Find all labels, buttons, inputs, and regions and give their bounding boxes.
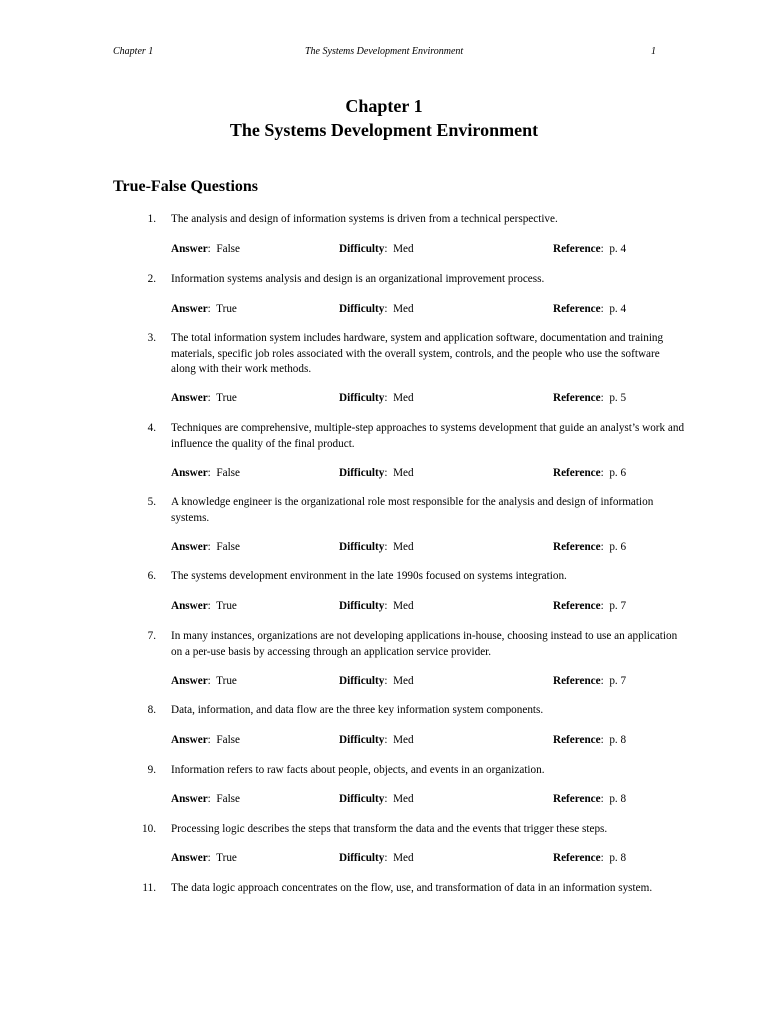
answer-separator: : <box>207 600 217 612</box>
difficulty-value: Med <box>393 467 414 479</box>
difficulty-value: Med <box>393 243 414 255</box>
difficulty-value: Med <box>393 541 414 553</box>
difficulty-field <box>339 851 414 867</box>
answer-value: False <box>216 734 240 746</box>
difficulty-field <box>339 391 414 407</box>
question-meta-row <box>0 733 768 749</box>
answer-separator: : <box>207 734 217 746</box>
difficulty-separator: : <box>384 852 394 864</box>
answer-value: True <box>216 852 237 864</box>
answer-field <box>171 540 240 556</box>
reference-separator: : <box>600 734 610 746</box>
answer-separator: : <box>207 243 217 255</box>
question-text: The total information system includes hardware, system and application software, documentation and training materials, specific job roles associated with the overall system, controls, and the people who use the software along with their work methods. <box>171 332 664 375</box>
reference-value: p. 8 <box>609 734 627 746</box>
difficulty-separator: : <box>384 541 394 553</box>
answer-field <box>171 302 237 318</box>
answer-value: False <box>216 467 240 479</box>
difficulty-label: Difficulty <box>339 467 385 479</box>
question-number: 10. <box>142 823 156 835</box>
reference-label: Reference <box>553 600 601 612</box>
question-text: Data, information, and data flow are the three key information system components. <box>171 704 544 716</box>
question-text: In many instances, organizations are not developing applications in-house, choosing instead to use an application on a per-use basis by accessing through an application service provider. <box>171 630 678 658</box>
question-number: 5. <box>147 496 156 508</box>
header-title: The Systems Development Environment <box>305 46 464 57</box>
reference-separator: : <box>600 852 610 864</box>
answer-label: Answer <box>171 303 208 315</box>
reference-value: p. 5 <box>609 392 627 404</box>
answer-value: False <box>216 541 240 553</box>
difficulty-value: Med <box>393 303 414 315</box>
reference-label: Reference <box>553 303 601 315</box>
difficulty-label: Difficulty <box>339 392 385 404</box>
question-meta-row <box>0 599 768 615</box>
reference-label: Reference <box>553 467 601 479</box>
reference-label: Reference <box>553 541 601 553</box>
question-meta-row <box>0 792 768 808</box>
difficulty-field <box>339 466 414 482</box>
answer-label: Answer <box>171 392 208 404</box>
question-number: 6. <box>147 570 156 582</box>
reference-field <box>553 599 626 615</box>
question-meta-row <box>0 851 768 867</box>
answer-separator: : <box>207 793 217 805</box>
difficulty-separator: : <box>384 392 394 404</box>
answer-field <box>171 674 237 690</box>
reference-separator: : <box>600 541 610 553</box>
question-number: 2. <box>147 273 156 285</box>
question-number: 3. <box>147 332 156 344</box>
section-heading: True-False Questions <box>113 178 259 195</box>
answer-label: Answer <box>171 793 208 805</box>
answer-separator: : <box>207 303 217 315</box>
difficulty-label: Difficulty <box>339 600 385 612</box>
reference-field <box>553 302 626 318</box>
question-meta-row <box>0 242 768 258</box>
difficulty-field <box>339 599 414 615</box>
answer-field <box>171 599 237 615</box>
difficulty-value: Med <box>393 734 414 746</box>
answer-label: Answer <box>171 541 208 553</box>
reference-label: Reference <box>553 793 601 805</box>
answer-value: False <box>216 243 240 255</box>
reference-field <box>553 851 626 867</box>
question-text: The analysis and design of information systems is driven from a technical perspective. <box>171 213 558 225</box>
answer-value: True <box>216 600 237 612</box>
reference-separator: : <box>600 675 610 687</box>
difficulty-value: Med <box>393 675 414 687</box>
difficulty-separator: : <box>384 243 394 255</box>
difficulty-separator: : <box>384 734 394 746</box>
difficulty-label: Difficulty <box>339 734 385 746</box>
difficulty-label: Difficulty <box>339 243 385 255</box>
answer-field <box>171 733 240 749</box>
answer-separator: : <box>207 675 217 687</box>
difficulty-value: Med <box>393 793 414 805</box>
reference-field <box>553 466 626 482</box>
header-chapter: Chapter 1 <box>113 46 154 57</box>
reference-label: Reference <box>553 243 601 255</box>
answer-field <box>171 391 237 407</box>
reference-separator: : <box>600 467 610 479</box>
answer-value: True <box>216 675 237 687</box>
reference-value: p. 4 <box>609 303 627 315</box>
reference-separator: : <box>600 793 610 805</box>
answer-field <box>171 792 240 808</box>
question-text: Information systems analysis and design is an organizational improvement process. <box>171 273 545 285</box>
question-meta-row <box>0 540 768 556</box>
reference-field <box>553 242 626 258</box>
difficulty-label: Difficulty <box>339 675 385 687</box>
difficulty-field <box>339 733 414 749</box>
question-meta-row <box>0 302 768 318</box>
difficulty-value: Med <box>393 852 414 864</box>
reference-value: p. 8 <box>609 852 627 864</box>
difficulty-separator: : <box>384 793 394 805</box>
reference-separator: : <box>600 303 610 315</box>
answer-label: Answer <box>171 467 208 479</box>
answer-label: Answer <box>171 600 208 612</box>
question-number: 1. <box>147 213 156 225</box>
difficulty-label: Difficulty <box>339 541 385 553</box>
reference-field <box>553 792 626 808</box>
reference-value: p. 8 <box>609 793 627 805</box>
difficulty-field <box>339 540 414 556</box>
chapter-title: The Systems Development Environment <box>229 120 539 140</box>
answer-field <box>171 466 240 482</box>
reference-value: p. 4 <box>609 243 627 255</box>
answer-separator: : <box>207 392 217 404</box>
difficulty-value: Med <box>393 600 414 612</box>
difficulty-label: Difficulty <box>339 793 385 805</box>
reference-field <box>553 733 626 749</box>
difficulty-separator: : <box>384 675 394 687</box>
reference-value: p. 6 <box>609 467 627 479</box>
difficulty-separator: : <box>384 467 394 479</box>
reference-label: Reference <box>553 675 601 687</box>
reference-value: p. 6 <box>609 541 627 553</box>
question-text: Processing logic describes the steps that transform the data and the events that trigger these steps. <box>171 823 608 835</box>
difficulty-label: Difficulty <box>339 852 385 864</box>
question-meta-row <box>0 391 768 407</box>
reference-separator: : <box>600 600 610 612</box>
answer-value: True <box>216 392 237 404</box>
reference-field <box>553 674 626 690</box>
question-number: 9. <box>147 764 156 776</box>
question-meta-row <box>0 466 768 482</box>
question-number: 8. <box>147 704 156 716</box>
answer-label: Answer <box>171 243 208 255</box>
difficulty-field <box>339 302 414 318</box>
difficulty-separator: : <box>384 303 394 315</box>
question-text: The data logic approach concentrates on the flow, use, and transformation of data in an information system. <box>171 882 653 894</box>
reference-label: Reference <box>553 852 601 864</box>
question-number: 4. <box>147 422 156 434</box>
answer-label: Answer <box>171 675 208 687</box>
answer-label: Answer <box>171 852 208 864</box>
difficulty-label: Difficulty <box>339 303 385 315</box>
answer-separator: : <box>207 541 217 553</box>
reference-value: p. 7 <box>609 675 627 687</box>
question-text: Information refers to raw facts about people, objects, and events in an organization. <box>171 764 545 776</box>
difficulty-field <box>339 242 414 258</box>
answer-field <box>171 242 240 258</box>
question-number: 7. <box>147 630 156 642</box>
question-text: Techniques are comprehensive, multiple-step approaches to systems development that guide an analyst’s work and influence the quality of the final product. <box>171 422 685 450</box>
reference-separator: : <box>600 243 610 255</box>
difficulty-separator: : <box>384 600 394 612</box>
answer-label: Answer <box>171 734 208 746</box>
reference-label: Reference <box>553 392 601 404</box>
reference-field <box>553 540 626 556</box>
difficulty-field <box>339 674 414 690</box>
reference-label: Reference <box>553 734 601 746</box>
chapter-number: Chapter 1 <box>345 96 423 116</box>
answer-separator: : <box>207 852 217 864</box>
question-text: A knowledge engineer is the organizational role most responsible for the analysis and design of information systems. <box>171 496 654 524</box>
header-page-number: 1 <box>651 46 656 57</box>
reference-value: p. 7 <box>609 600 627 612</box>
difficulty-value: Med <box>393 392 414 404</box>
answer-field <box>171 851 237 867</box>
reference-separator: : <box>600 392 610 404</box>
reference-field <box>553 391 626 407</box>
answer-separator: : <box>207 467 217 479</box>
difficulty-field <box>339 792 414 808</box>
question-meta-row <box>0 674 768 690</box>
question-text: The systems development environment in the late 1990s focused on systems integration. <box>171 570 567 582</box>
answer-value: False <box>216 793 240 805</box>
answer-value: True <box>216 303 237 315</box>
question-number: 11. <box>142 882 156 894</box>
